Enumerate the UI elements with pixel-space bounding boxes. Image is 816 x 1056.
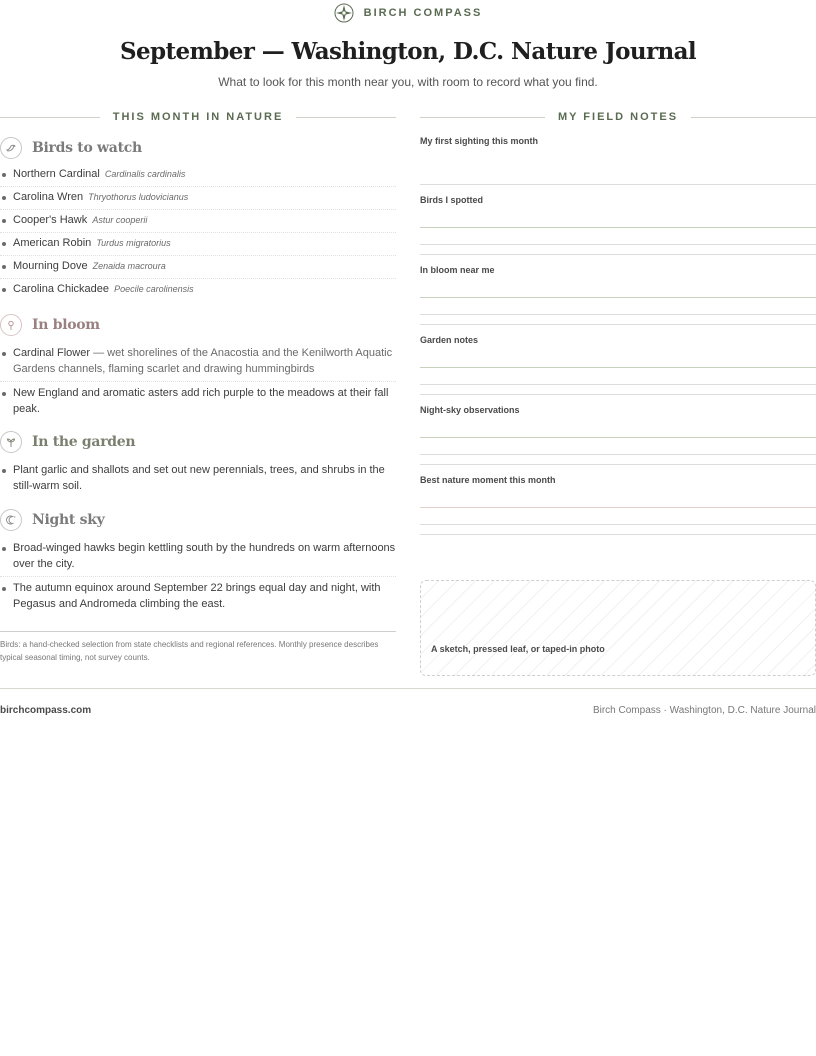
nature-column (0, 136, 396, 616)
bird-scientific-name: Zenaida macroura (92, 261, 166, 271)
sources-footnote: Birds: a hand-checked selection from state checklists and regional references. Monthly presence describes typical seasonal timing, not survey counts. (0, 631, 396, 664)
list-item (0, 279, 396, 301)
garden-section-title: In the garden (32, 434, 136, 450)
moon-star-icon (0, 509, 22, 531)
footer-divider (0, 688, 816, 689)
writing-line[interactable] (420, 508, 816, 525)
list-item (0, 537, 396, 577)
writing-line[interactable] (420, 152, 816, 185)
sky-list (0, 537, 396, 616)
bird-common-name: Northern Cardinal (13, 168, 100, 180)
writing-line[interactable] (420, 385, 816, 395)
writing-line[interactable] (420, 228, 816, 245)
list-item (0, 342, 396, 382)
nature-heading-label: THIS MONTH IN NATURE (112, 111, 284, 123)
writing-line[interactable] (420, 315, 816, 325)
bloom-detail: New England and aromatic asters add rich purple to the meadows at their fall peak. (13, 387, 389, 415)
sprout-icon (0, 431, 22, 453)
list-item (0, 164, 396, 187)
flower-icon (0, 314, 22, 336)
note-field-label: Night-sky observations (420, 405, 520, 415)
birds-list (0, 164, 396, 301)
list-item (0, 459, 396, 498)
bird-scientific-name: Thryothorus ludovicianus (88, 192, 189, 202)
brand-name: BIRCH COMPASS (363, 7, 483, 19)
note-field-birds-spotted (420, 195, 816, 255)
page-subtitle: What to look for this month near you, with room to record what you find. (218, 75, 598, 89)
sky-detail: The autumn equinox around September 22 brings equal day and night, with Pegasus and Andromeda climbing the east. (13, 582, 381, 610)
writing-line[interactable] (420, 368, 816, 385)
bird-common-name: Carolina Wren (13, 191, 84, 203)
sketch-area[interactable] (420, 580, 816, 676)
bird-icon (0, 137, 22, 159)
bloom-section-header (0, 313, 396, 337)
bloom-detail: — wet shorelines of the Anacostia and the Kenilworth Aquatic Gardens channels, flaming scarlet and drawing hummingbirds (13, 347, 393, 375)
birds-section-title: Birds to watch (32, 140, 142, 156)
bird-scientific-name: Poecile carolinensis (114, 284, 194, 294)
field-notes-heading-label: MY FIELD NOTES (557, 111, 679, 123)
note-field-night-sky (420, 405, 816, 465)
list-item (0, 233, 396, 256)
brand (0, 2, 816, 24)
garden-section-header (0, 430, 396, 454)
note-field-label: My first sighting this month (420, 136, 538, 146)
sky-section-title: Night sky (32, 512, 105, 528)
bird-scientific-name: Turdus migratorius (96, 238, 171, 248)
footer-website: birchcompass.com (0, 705, 92, 716)
note-field-in-bloom (420, 265, 816, 325)
writing-line[interactable] (420, 298, 816, 315)
bloom-lead: Cardinal Flower (13, 347, 91, 359)
list-item (0, 210, 396, 233)
field-notes-heading (420, 110, 816, 124)
sky-detail: Broad-winged hawks begin kettling south by the hundreds on warm afternoons over the city. (13, 542, 396, 570)
note-field-label: Best nature moment this month (420, 475, 556, 485)
list-item (0, 577, 396, 616)
bird-common-name: Carolina Chickadee (13, 283, 109, 295)
birds-section-header (0, 136, 396, 160)
nature-heading (0, 110, 396, 124)
bird-common-name: American Robin (13, 237, 92, 249)
writing-line[interactable] (420, 211, 816, 228)
bird-scientific-name: Astur cooperii (92, 215, 148, 225)
writing-line[interactable] (420, 455, 816, 465)
sketch-area-label: A sketch, pressed leaf, or taped-in photo (431, 644, 605, 654)
footer-credit: Birch Compass · Washington, D.C. Nature Journal (592, 705, 816, 716)
list-item (0, 256, 396, 279)
page-title: September — Washington, D.C. Nature Journal (119, 38, 697, 65)
note-field-garden (420, 335, 816, 395)
bloom-list (0, 342, 396, 421)
sky-section-header (0, 508, 396, 532)
writing-line[interactable] (420, 438, 816, 455)
writing-line[interactable] (420, 351, 816, 368)
note-field-first-sighting (420, 136, 816, 185)
bird-common-name: Mourning Dove (13, 260, 88, 272)
compass-rose-icon (334, 3, 354, 23)
note-field-best-moment (420, 475, 816, 535)
bloom-section-title: In bloom (32, 317, 100, 333)
note-field-label: In bloom near me (420, 265, 495, 275)
writing-line[interactable] (420, 281, 816, 298)
list-item (0, 382, 396, 421)
bird-common-name: Cooper's Hawk (13, 214, 88, 226)
writing-line[interactable] (420, 421, 816, 438)
garden-detail: Plant garlic and shallots and set out new perennials, trees, and shrubs in the still-warm soil. (13, 464, 385, 492)
note-field-label: Garden notes (420, 335, 479, 345)
list-item (0, 187, 396, 210)
writing-line[interactable] (420, 245, 816, 255)
note-field-label: Birds I spotted (420, 195, 484, 205)
writing-line[interactable] (420, 525, 816, 535)
field-notes-column (420, 136, 816, 535)
writing-line[interactable] (420, 491, 816, 508)
garden-list (0, 459, 396, 498)
bird-scientific-name: Cardinalis cardinalis (104, 169, 186, 179)
